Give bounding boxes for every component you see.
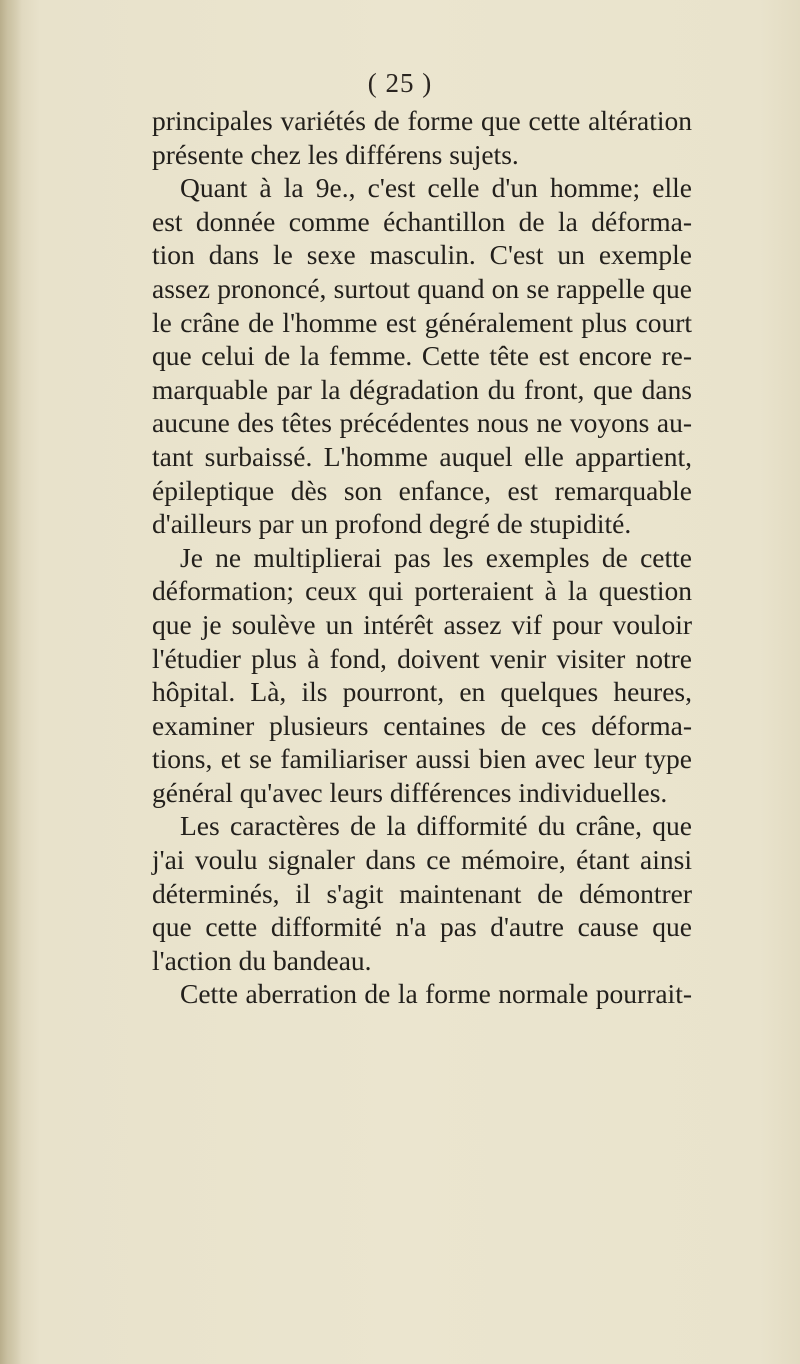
text-line: tions, et se familiariser aussi bien avec leur type	[152, 743, 692, 775]
text-line: examiner plusieurs centaines de ces déforma-	[152, 709, 692, 741]
text-line: aucune des têtes précédentes nous ne voyons au-	[152, 407, 692, 439]
page-binding-edge	[0, 0, 22, 1364]
text-line: assez prononcé, surtout quand on se rappelle que	[152, 272, 692, 304]
text-line: général qu'avec leurs différences individuelles.	[152, 776, 668, 808]
page-number: ( 25 )	[367, 68, 433, 98]
text-line: le crâne de l'homme est généralement plus court	[152, 306, 692, 338]
text-line: Les caractères de la difformité du crâne, que	[180, 810, 692, 842]
text-line: Quant à la 9e., c'est celle d'un homme; elle	[180, 172, 692, 204]
text-line: tant surbaissé. L'homme auquel elle appartient,	[152, 440, 692, 472]
text-line: l'étudier plus à fond, doivent venir visiter notre	[152, 642, 692, 674]
text-line: présente chez les différens sujets.	[152, 138, 519, 170]
text-line: déformation; ceux qui porteraient à la question	[152, 575, 692, 607]
text-line: déterminés, il s'agit maintenant de démontrer	[152, 877, 692, 909]
text-line: est donnée comme échantillon de la déforma-	[152, 205, 692, 237]
text-line: d'ailleurs par un profond degré de stupidité.	[152, 508, 632, 540]
text-line: Je ne multiplierai pas les exemples de cette	[180, 541, 692, 573]
text-line: Cette aberration de la forme normale pourrait-	[180, 978, 692, 1010]
text-line: tion dans le sexe masculin. C'est un exemple	[152, 239, 692, 271]
text-line: j'ai voulu signaler dans ce mémoire, étant ainsi	[152, 844, 692, 876]
text-line: hôpital. Là, ils pourront, en quelques heures,	[152, 676, 692, 708]
text-line: marquable par la dégradation du front, que dans	[152, 373, 692, 405]
body-text	[152, 104, 692, 1011]
text-line: que celui de la femme. Cette tête est encore re-	[152, 340, 692, 372]
text-line: principales variétés de forme que cette altération	[152, 105, 692, 136]
text-line: que je soulève un intérêt assez vif pour vouloir	[152, 608, 692, 640]
text-line: l'action du bandeau.	[152, 944, 372, 976]
text-line: que cette difformité n'a pas d'autre cause que	[152, 911, 692, 943]
text-line: épileptique dès son enfance, est remarquable	[152, 474, 692, 506]
